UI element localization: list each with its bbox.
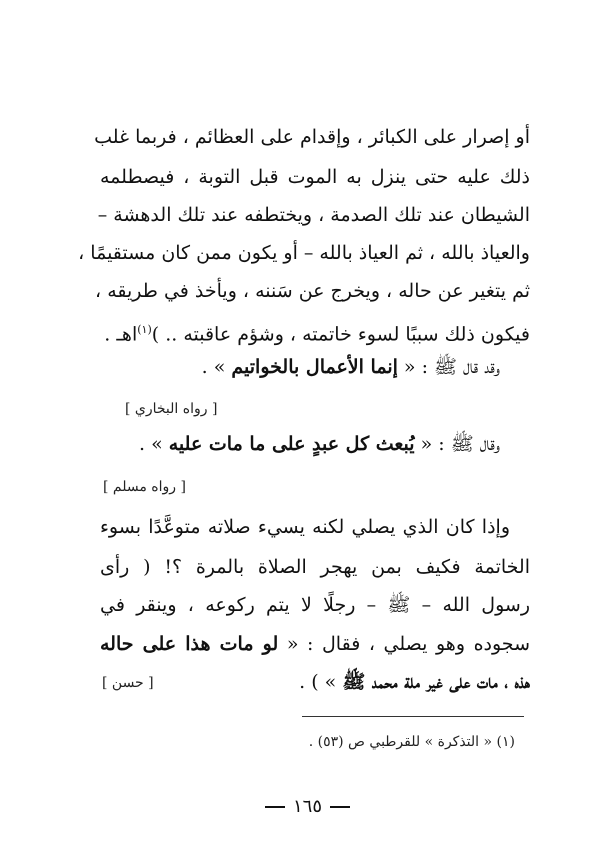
hadith-1-text: إنما الأعمال بالخواتيم [231, 356, 398, 378]
footnote-text: (١) « التذكرة » للقرطبي ص (٥٣) . [308, 734, 515, 750]
hadith-2 [139, 432, 500, 456]
text-line-2: ذلك عليه حتى ينزل به الموت قبل التوبة ، فيصطلمه [100, 166, 530, 188]
text-line-7: وإذا كان الذي يصلي لكنه يسيء صلاته متوعَّدًا بسوء [100, 516, 510, 538]
text-line-5: ثم يتغير عن حاله ، ويخرج عن سَننه ، ويأخذ في طريقه ، [95, 280, 530, 302]
text-line-10 [100, 632, 530, 656]
hadith-1-source: [ رواه البخاري ] [125, 401, 218, 417]
text-line-10-plain: سجوده وهو يصلي ، فقال : « [278, 633, 530, 655]
text-line-4: والعياذ بالله ، ثم العياذ بالله – أو يكون ممن كان مستقيمًا ، [78, 242, 530, 264]
footnote-divider [302, 716, 524, 717]
page-number-dash-left [265, 806, 285, 808]
grade-badge: [ حسن ] [102, 675, 154, 691]
hadith-2-intro: وقال ﷺ : « [414, 433, 500, 455]
text-line-8: الخاتمة فكيف بمن يهجر الصلاة بالمرة ؟! ( رأى [100, 556, 530, 578]
hadith-1-close: » . [201, 356, 232, 378]
text-line-6 [104, 318, 530, 346]
text-line-11 [299, 670, 530, 694]
text-line-9: رسول الله – ﷺ – رجلًا لا يتم ركوعه ، وينقر في [100, 594, 530, 616]
page-number [0, 796, 615, 818]
hadith-1 [202, 355, 500, 379]
hadith-2-source: [ رواه مسلم ] [103, 479, 186, 495]
hadith-2-text: يُبعث كل عبدٍ على ما مات عليه [168, 433, 415, 455]
hadith-1-intro: وقد قال ﷺ : « [397, 356, 500, 378]
hadith-2-close: » . [138, 433, 169, 455]
page-number-dash-right [330, 806, 350, 808]
text-line-6-end: اهـ . [104, 323, 138, 346]
page-number-value: ١٦٥ [292, 796, 322, 817]
text-line-11-bold: هذه ، مات على غير ملة محمد ﷺ [342, 671, 530, 693]
footnote-ref: (١) [137, 323, 152, 336]
text-line-10-bold: لو مات هذا على حاله [100, 633, 279, 655]
text-line-1: أو إصرار على الكبائر ، وإقدام على العظائم ، فربما غلب [94, 126, 530, 148]
text-line-11-close: » ) . [299, 671, 343, 693]
text-line-6-body: فيكون ذلك سببًا لسوء خاتمته ، وشؤم عاقبته .. ) [151, 323, 530, 346]
text-line-3: الشيطان عند تلك الصدمة ، ويختطفه عند تلك الدهشة – [97, 204, 530, 226]
